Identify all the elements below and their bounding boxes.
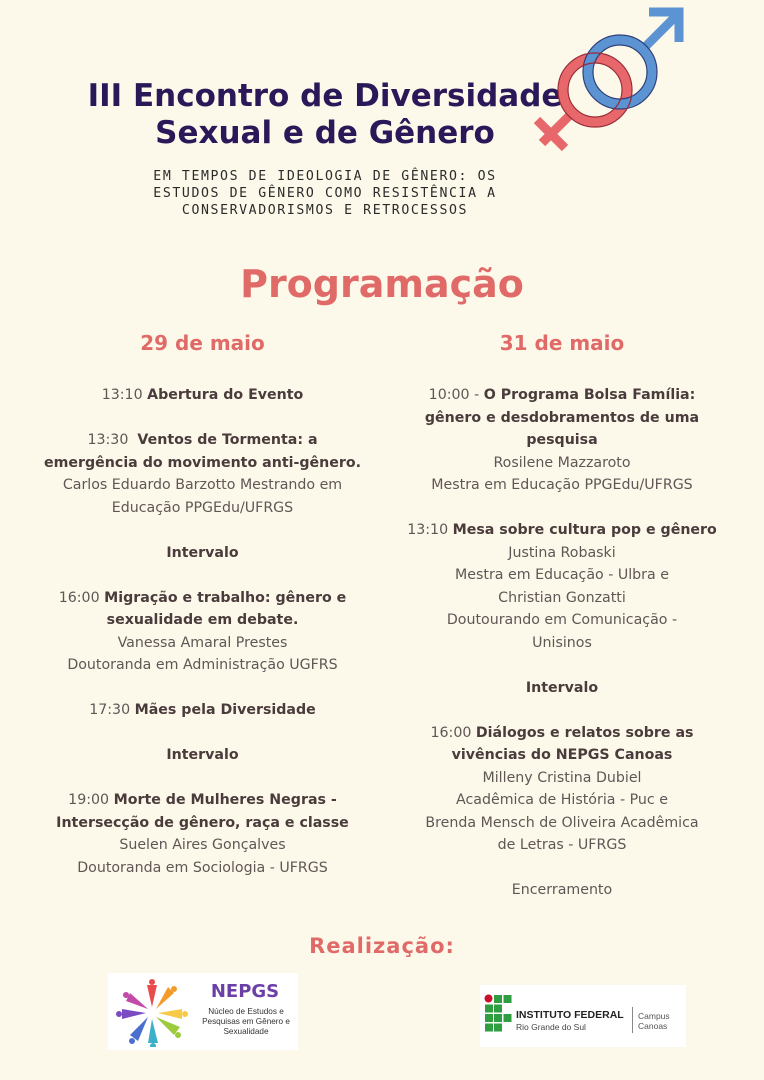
- nepgs-logo: [108, 973, 298, 1050]
- break-label: Intervalo: [166, 747, 239, 763]
- event-speaker: Rosilene Mazzaroto: [493, 454, 631, 471]
- ifrs-subtitle: Rio Grande do Sul: [516, 1022, 586, 1032]
- day2-date: 31 de maio: [499, 331, 625, 355]
- schedule-item: [392, 384, 732, 497]
- event-speaker: Mestra em Educação - Ulbra e: [455, 567, 669, 583]
- schedule-break: [30, 744, 375, 767]
- event-title-line2: Sexual e de Gênero: [155, 115, 495, 151]
- event-title: O Programa Bolsa Família:: [483, 387, 696, 403]
- event-title: [80, 78, 570, 152]
- event-title: Intersecção de gênero, raça e classe: [56, 814, 349, 831]
- ifrs-divider: [632, 1007, 633, 1033]
- schedule-item: [30, 789, 375, 879]
- event-speaker: de Letras - UFRGS: [497, 837, 627, 853]
- schedule-item: [30, 699, 375, 722]
- schedule-closing: [392, 879, 732, 902]
- event-speaker: Vanessa Amaral Prestes: [117, 634, 288, 651]
- gender-symbols-icon: [525, 0, 695, 170]
- nepgs-desc-line: Pesquisas em Gênero e: [202, 1017, 290, 1026]
- event-time: 13:10: [101, 387, 143, 403]
- ifrs-name: INSTITUTO FEDERAL: [516, 1009, 624, 1021]
- schedule-item: [392, 722, 732, 857]
- ifrs-grid-icon: [484, 994, 512, 1036]
- schedule-item: [392, 519, 732, 654]
- day1-date: 29 de maio: [140, 331, 265, 355]
- event-title: Ventos de Tormenta: a: [137, 432, 318, 448]
- event-speaker: Unisinos: [532, 634, 592, 651]
- event-subtitle: [90, 168, 560, 219]
- event-speaker: Milleny Cristina Dubiel: [482, 769, 642, 786]
- event-title: Abertura do Evento: [147, 387, 304, 403]
- schedule-break: [392, 677, 732, 700]
- schedule-item: [30, 587, 375, 677]
- event-title: sexualidade em debate.: [106, 612, 299, 628]
- event-title: gênero e desdobramentos de uma: [424, 409, 700, 426]
- event-time: 16:00: [430, 724, 472, 741]
- day1-schedule: [30, 384, 375, 902]
- event-time: 10:00 -: [428, 387, 480, 403]
- event-speaker: Christian Gonzatti: [498, 589, 626, 606]
- programacao-title: Programação: [240, 262, 524, 306]
- event-speaker: Doutoranda em Administração UGFRS: [67, 657, 338, 673]
- schedule-break: [30, 542, 375, 565]
- closing-label: Encerramento: [511, 882, 613, 898]
- event-title: Mesa sobre cultura pop e gênero: [452, 522, 717, 538]
- realizacao-title: Realização:: [309, 934, 455, 958]
- ifrs-logo: [480, 985, 686, 1047]
- ifrs-campus: [638, 1011, 682, 1031]
- event-title: Mães pela Diversidade: [134, 702, 316, 718]
- nepgs-flower-icon: [112, 977, 192, 1047]
- break-label: Intervalo: [166, 544, 239, 561]
- break-label: Intervalo: [525, 679, 599, 696]
- event-time: 19:00: [68, 792, 110, 808]
- event-title: pesquisa: [526, 432, 598, 448]
- event-speaker: Doutourando em Comunicação -: [446, 612, 678, 628]
- event-speaker: Doutoranda em Sociologia - UFRGS: [77, 859, 328, 876]
- event-title-line1: III Encontro de Diversidade: [87, 78, 563, 114]
- campus-line: Campus: [638, 1011, 670, 1021]
- event-speaker: Mestra em Educação PPGEdu/UFRGS: [431, 477, 693, 493]
- subtitle-line3: CONSERVADORISMOS E RETROCESSOS: [181, 203, 469, 218]
- event-time: 13:10: [407, 522, 449, 538]
- event-speaker: Acadêmica de História - Puc e: [456, 792, 668, 808]
- nepgs-desc-line: Núcleo de Estudos e: [208, 1007, 284, 1016]
- event-speaker: Carlos Eduardo Barzotto Mestrando em: [62, 477, 343, 493]
- event-speaker: Brenda Mensch de Oliveira Acadêmica: [425, 814, 699, 831]
- nepgs-description: [196, 1007, 296, 1037]
- nepgs-desc-line: Sexualidade: [223, 1027, 269, 1036]
- campus-line: Canoas: [638, 1021, 668, 1031]
- event-time: 16:00: [58, 589, 100, 606]
- day2-schedule: [392, 384, 732, 924]
- nepgs-name: NEPGS: [210, 981, 280, 1002]
- event-title: Morte de Mulheres Negras -: [113, 792, 337, 808]
- subtitle-line2: ESTUDOS DE GÊNERO COMO RESISTÊNCIA A: [153, 186, 497, 201]
- event-time: 13:30: [87, 432, 129, 448]
- event-time: 17:30: [89, 702, 131, 718]
- event-speaker: Justina Robaski: [508, 544, 616, 561]
- schedule-item: [30, 384, 375, 407]
- event-title: Migração e trabalho: gênero e: [104, 589, 347, 606]
- subtitle-line1: EM TEMPOS DE IDEOLOGIA DE GÊNERO: OS: [153, 169, 497, 184]
- event-speaker: Educação PPGEdu/UFRGS: [111, 499, 294, 516]
- event-title: emergência do movimento anti-gênero.: [44, 454, 361, 471]
- schedule-item: [30, 429, 375, 519]
- event-title: vivências do NEPGS Canoas: [451, 747, 673, 763]
- event-title: Diálogos e relatos sobre as: [475, 724, 694, 741]
- event-speaker: Suelen Aires Gonçalves: [119, 837, 286, 853]
